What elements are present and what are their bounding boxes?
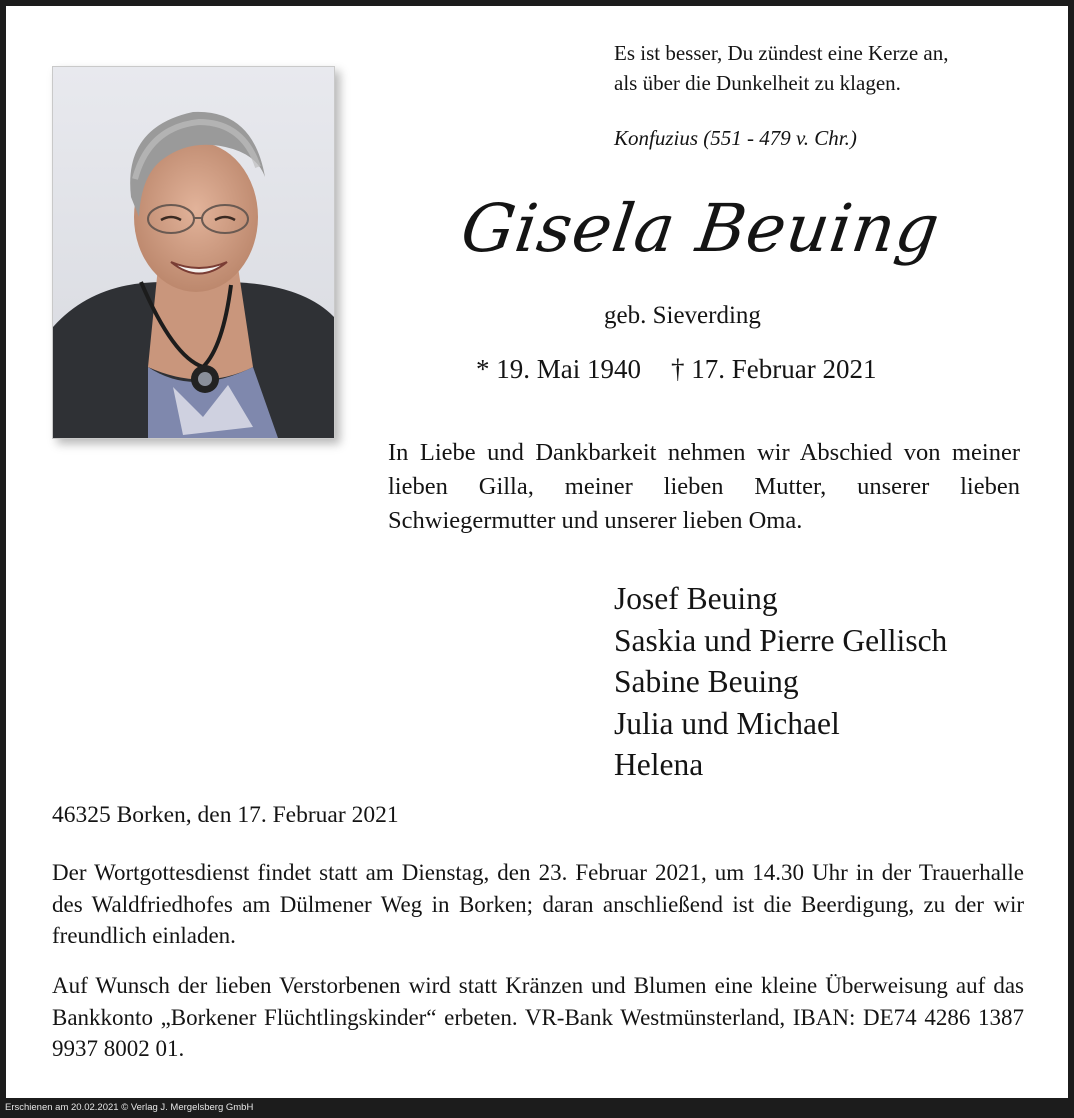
- place-and-date: 46325 Borken, den 17. Februar 2021: [52, 802, 399, 828]
- quote-line-2: als über die Dunkelheit zu klagen.: [614, 71, 901, 95]
- mourner: Josef Beuing: [614, 581, 778, 616]
- mourner: Helena: [614, 747, 704, 782]
- life-dates: [476, 354, 876, 385]
- quote-author: Konfuzius (551 - 479 v. Chr.): [614, 126, 857, 150]
- portrait-photo: [52, 66, 335, 439]
- service-info: Der Wortgottesdienst findet statt am Dienstag, den 23. Februar 2021, um 14.30 Uhr in der Trauerhalle des Waldfriedhofes am Dülmener Weg in Borken; daran anschließend ist die Beerdigung, zu der wir freundlich einladen.: [52, 860, 1024, 948]
- publication-footer: Erschienen am 20.02.2021 © Verlag J. Mergelsberg GmbH: [0, 1098, 1074, 1118]
- deceased-name: Gisela Beuing: [456, 190, 945, 267]
- death-date: † 17. Februar 2021: [671, 354, 877, 384]
- donation-info: Auf Wunsch der lieben Verstorbenen wird statt Kränzen und Blumen eine kleine Überweisung auf das Bankkonto „Borkener Flüchtlingskinder“ erbeten. VR-Bank Westmünsterland, IBAN: DE74 4286 1387 9937 8002 01.: [52, 973, 1024, 1061]
- mourners-list: [614, 578, 947, 786]
- mourner: Saskia und Pierre Gellisch: [614, 622, 948, 658]
- mourner: Sabine Beuing: [614, 664, 799, 699]
- born-name: geb. Sieverding: [604, 302, 761, 329]
- birth-date: * 19. Mai 1940: [476, 354, 641, 384]
- obituary-notice: [6, 6, 1068, 1098]
- mourner: Julia und Michael: [614, 705, 840, 741]
- dedication-text: In Liebe und Dankbarkeit nehmen wir Abschied von meiner lieben Gilla, meiner lieben Mutter, unserer lieben Schwiegermutter und unserer lieben Oma.: [388, 439, 1020, 534]
- quote-line-1: Es ist besser, Du zündest eine Kerze an,: [614, 41, 949, 65]
- quote: [614, 38, 948, 98]
